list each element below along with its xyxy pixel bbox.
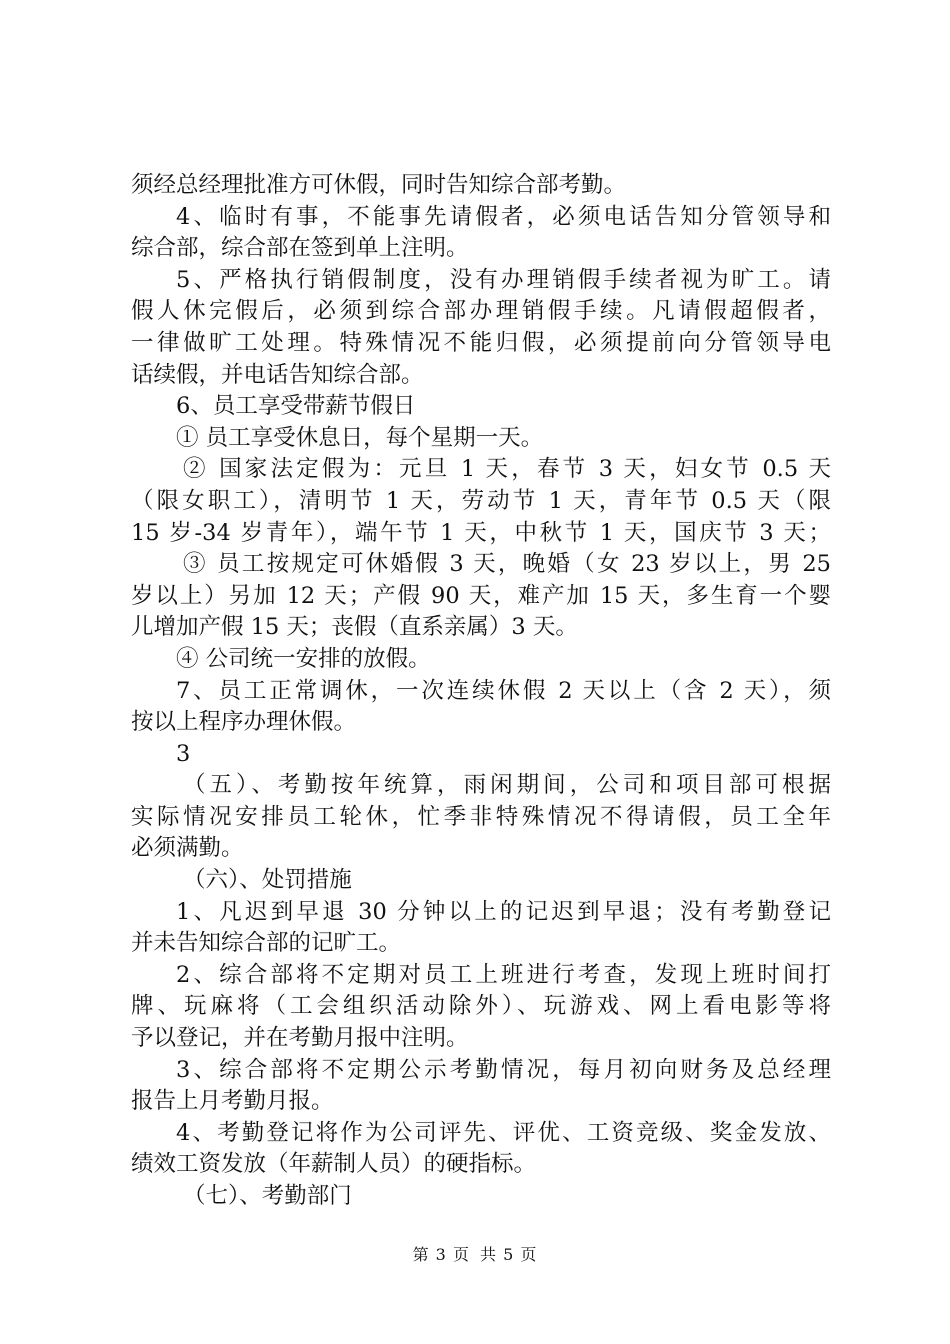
text-line: 15 岁-34 岁青年），端午节 1 天，中秋节 1 天，国庆节 3 天； (131, 519, 831, 546)
page-number: 第 3 页 (412, 1245, 470, 1264)
text-line: 报告上月考勤月报。 (131, 1088, 334, 1115)
text-line: 必须满勤。 (131, 835, 244, 862)
text-line: （七）、考勤部门 (183, 1183, 352, 1209)
text-line: 一律做旷工处理。特殊情况不能归假，必须提前向分管领导电 (131, 329, 831, 356)
text-line: 2、综合部将不定期对员工上班进行考查，发现上班时间打 (176, 961, 831, 988)
text-line: ② 国家法定假为：元旦 1 天，春节 3 天，妇女节 0.5 天 (183, 456, 831, 483)
text-line: 予以登记，并在考勤月报中注明。 (131, 1025, 469, 1052)
text-line: （六）、处罚措施 (183, 867, 352, 894)
text-line: 3 (176, 740, 191, 767)
text-line: 综合部，综合部在签到单上注明。 (131, 235, 469, 262)
text-line: 牌、玩麻将（工会组织活动除外）、玩游戏、网上看电影等将 (131, 993, 831, 1020)
text-line: 按以上程序办理休假。 (131, 709, 357, 736)
text-line: ① 员工享受休息日，每个星期一天。 (176, 424, 544, 451)
text-line: （五）、考勤按年统算，雨闲期间，公司和项目部可根据 (183, 772, 831, 799)
page-footer (0, 1245, 950, 1265)
text-line: 话续假，并电话告知综合部。 (131, 361, 424, 388)
text-line: 6、员工享受带薪节假日 (176, 393, 416, 420)
text-line: 假人休完假后，必须到综合部办理销假手续。凡请假超假者， (131, 298, 831, 325)
text-line: 1、凡迟到早退 30 分钟以上的记迟到早退；没有考勤登记 (176, 898, 831, 925)
text-line: 3、综合部将不定期公示考勤情况，每月初向财务及总经理 (176, 1056, 831, 1083)
text-line: 实际情况安排员工轮休，忙季非特殊情况不得请假，员工全年 (131, 803, 831, 830)
text-line: 4、临时有事，不能事先请假者，必须电话告知分管领导和 (176, 203, 831, 230)
text-line: 7、员工正常调休，一次连续休假 2 天以上（含 2 天），须 (176, 677, 831, 704)
text-line: 绩效工资发放（年薪制人员）的硬指标。 (131, 1151, 537, 1178)
text-line: ④ 公司统一安排的放假。 (176, 645, 431, 672)
text-line: 儿增加产假 15 天；丧假（直系亲属）3 天。 (131, 614, 578, 641)
text-line: 岁以上）另加 12 天；产假 90 天，难产加 15 天，多生育一个婴 (131, 582, 831, 609)
text-line: 4、考勤登记将作为公司评先、评优、工资竞级、奖金发放、 (176, 1119, 831, 1146)
text-line: 并未告知综合部的记旷工。 (131, 930, 402, 957)
document-body (131, 170, 831, 1213)
page-total: 共 5 页 (480, 1245, 538, 1264)
text-line: （限女职工），清明节 1 天，劳动节 1 天，青年节 0.5 天（限 (131, 487, 831, 514)
text-line: ③ 员工按规定可休婚假 3 天，晚婚（女 23 岁以上，男 25 (183, 551, 831, 578)
text-line: 须经总经理批准方可休假，同时告知综合部考勤。 (131, 172, 627, 198)
text-line: 5、严格执行销假制度，没有办理销假手续者视为旷工。请 (176, 266, 831, 293)
